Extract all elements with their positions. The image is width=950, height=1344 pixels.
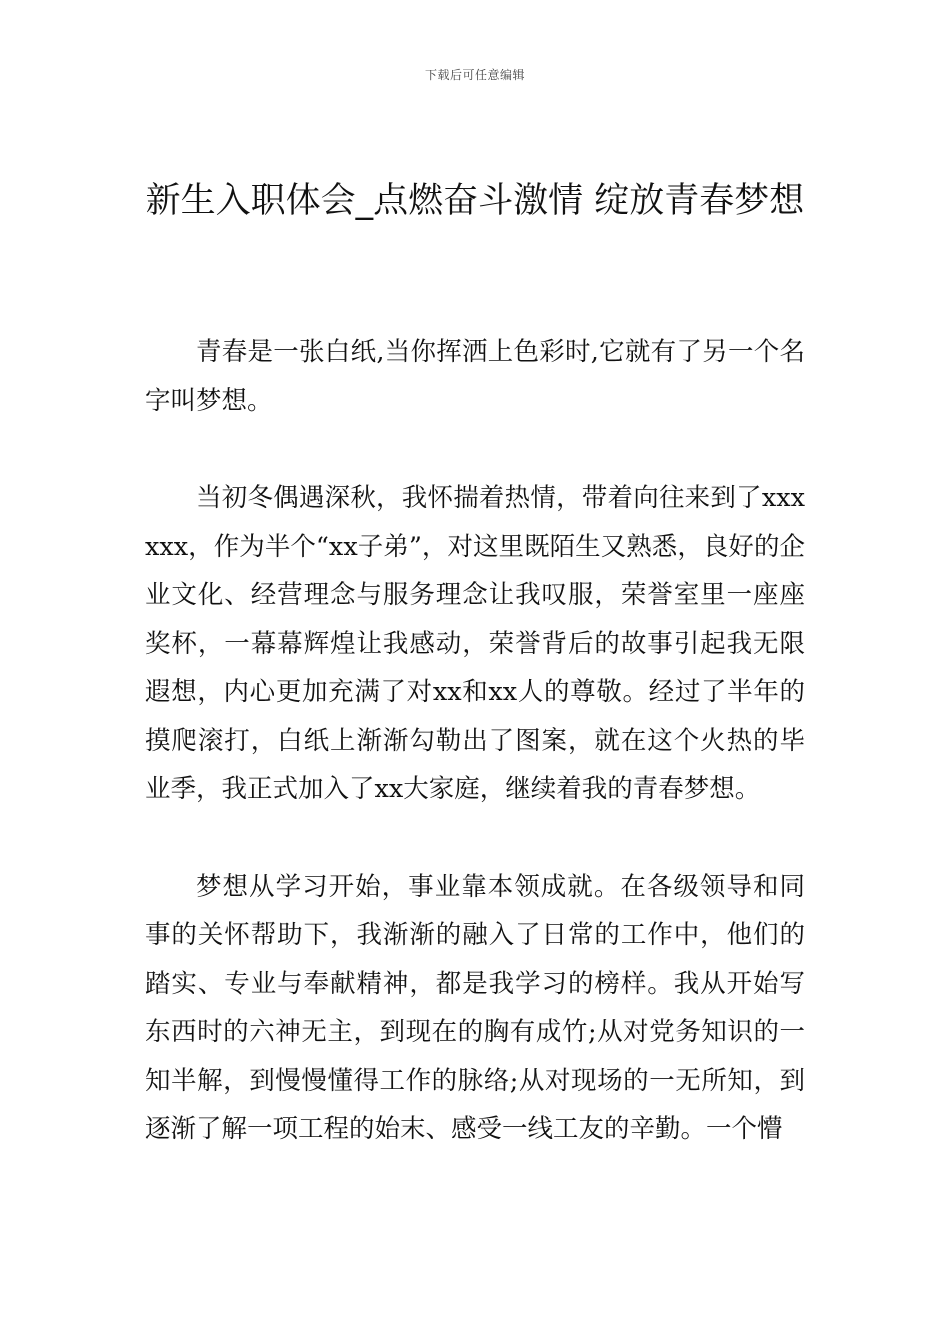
paragraph-1: 青春是一张白纸,当你挥洒上色彩时,它就有了另一个名字叫梦想。 (145, 337, 805, 416)
paragraph-2: 当初冬偶遇深秋，我怀揣着热情，带着向往来到了xxxxxx，作为半个“xx子弟”，对这里既陌生又熟悉，良好的企业文化、经营理念与服务理念让我叹服，荣誉室里一座座奖杯，一幕幕辉煌让我感动，荣誉背后的故事引起我无限遐想，内心更加充满了对xx和xx人的尊敬。经过了半年的摸爬滚打，白纸上渐渐勾勒出了图案，就在这个火热的毕业季，我正式加入了xx大家庭，继续着我的青春梦想。 (145, 483, 805, 804)
paragraph-3: 梦想从学习开始，事业靠本领成就。在各级领导和同事的关怀帮助下，我渐渐的融入了日常的工作中，他们的踏实、专业与奉献精神，都是我学习的榜样。我从开始写东西时的六神无主，到现在的胸有成竹;从对党务知识的一知半解，到慢慢懂得工作的脉络;从对现场的一无所知，到逐渐了解一项工程的始末、感受一线工友的辛勤。一个懵 (145, 871, 805, 1144)
header-note: 下载后可任意编辑 (424, 68, 525, 82)
document-title: 新生入职体会_点燃奋斗激情 绽放青春梦想 (145, 181, 805, 221)
document-body (145, 328, 805, 1203)
